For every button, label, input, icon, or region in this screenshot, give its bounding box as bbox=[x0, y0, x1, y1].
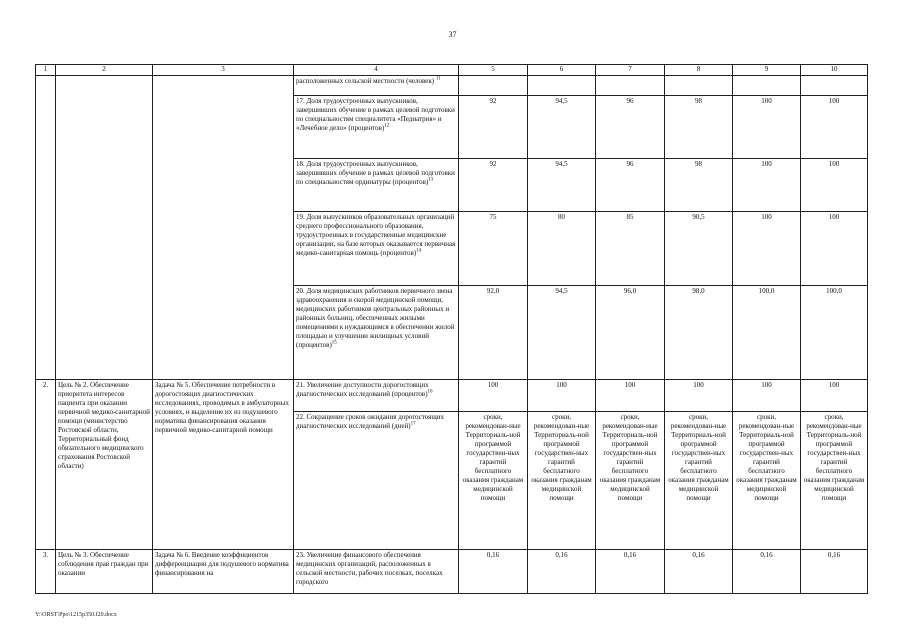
table-row bbox=[36, 380, 868, 412]
value-cell: 100 bbox=[596, 380, 665, 412]
empty-cell bbox=[36, 76, 56, 380]
value-cell: 92 bbox=[459, 96, 528, 159]
value-cell: 100,0 bbox=[801, 286, 868, 380]
value-cell: 0,16 bbox=[528, 550, 596, 594]
indicator-cell: 21. Увеличение доступности дорогостоящих диагностических исследований (процентов)$^{16}$ bbox=[294, 380, 459, 412]
value-cell: 92 bbox=[459, 159, 528, 212]
value-cell: 92,0 bbox=[459, 286, 528, 380]
value-cell: 100 bbox=[733, 212, 801, 286]
header-cell: 3 bbox=[153, 65, 294, 76]
value-cell: 100 bbox=[733, 96, 801, 159]
value-cell bbox=[459, 76, 528, 96]
page-number: 37 bbox=[448, 30, 457, 39]
value-cell: 94,5 bbox=[528, 159, 596, 212]
value-cell: сроки, рекомендован-ные Территориаль-ной программой государствен-ных гарантий бесплатного оказания гражданам медицинской помощи bbox=[665, 412, 733, 550]
value-cell: 100 bbox=[733, 380, 801, 412]
value-cell: сроки, рекомендован-ные Территориаль-ной программой государствен-ных гарантий бесплатного оказания гражданам медицинской помощи bbox=[733, 412, 801, 550]
value-cell: 90,5 bbox=[665, 212, 733, 286]
indicator-cell: 17. Доля трудоустроенных выпускников, завершивших обучение в рамках целевой подготовки по специальностям специалитета «Педиатрия» и «Лечебное дело» (процентов)$^{12}$ bbox=[294, 96, 459, 159]
value-cell bbox=[665, 76, 733, 96]
indicator-cell: 23. Увеличение финансового обеспечения медицинских организаций, расположенных в сельской местности, рабочих поселках, поселках городского bbox=[294, 550, 459, 594]
value-cell bbox=[596, 76, 665, 96]
header-cell: 6 bbox=[528, 65, 596, 76]
indicator-cell: расположенных сельской местности (человек) $^{11}$ bbox=[294, 76, 459, 96]
value-cell: 98,0 bbox=[665, 286, 733, 380]
header-cell: 1 bbox=[36, 65, 56, 76]
value-cell bbox=[733, 76, 801, 96]
table-row bbox=[36, 550, 868, 594]
value-cell: 98 bbox=[665, 159, 733, 212]
value-cell: 96,0 bbox=[596, 286, 665, 380]
table-row bbox=[36, 76, 868, 96]
goal-number: 2. bbox=[36, 380, 56, 550]
value-cell: 75 bbox=[459, 212, 528, 286]
value-cell: сроки, рекомендован-ные Территориаль-ной программой государствен-ных гарантий бесплатного оказания гражданам медицинской помощи bbox=[528, 412, 596, 550]
indicator-cell: 22. Сокращение сроков ожидания дорогостоящих диагностических исследований (дней)$^{17}$ bbox=[294, 412, 459, 550]
goal-number: 3. bbox=[36, 550, 56, 594]
value-cell: 100 bbox=[801, 96, 868, 159]
value-cell: 96 bbox=[596, 159, 665, 212]
value-cell: 80 bbox=[528, 212, 596, 286]
value-cell: 100 bbox=[733, 159, 801, 212]
value-cell: сроки, рекомендован-ные Территориаль-ной программой государствен-ных гарантий бесплатного оказания гражданам медицинской помощи bbox=[459, 412, 528, 550]
goal-cell: Цель № 3. Обеспечение соблюдения прав граждан при оказании bbox=[56, 550, 153, 594]
value-cell: 94,5 bbox=[528, 286, 596, 380]
value-cell: 0,16 bbox=[459, 550, 528, 594]
value-cell: 0,16 bbox=[665, 550, 733, 594]
value-cell bbox=[801, 76, 868, 96]
value-cell: 100 bbox=[801, 159, 868, 212]
value-cell: 85 bbox=[596, 212, 665, 286]
value-cell: 100 bbox=[801, 212, 868, 286]
header-cell: 8 bbox=[665, 65, 733, 76]
task-cell: Задача № 5. Обеспечение потребности в дорогостоящих диагностических исследованиях, проводимых в амбулаторных условиях, и выделение их из подушевого норматива финансирования оказания первичной медико-санитарной помощи bbox=[153, 380, 294, 550]
value-cell bbox=[528, 76, 596, 96]
value-cell: сроки, рекомендован-ные Территориаль-ной программой государствен-ных гарантий бесплатного оказания гражданам медицинской помощи bbox=[596, 412, 665, 550]
empty-cell bbox=[56, 76, 153, 380]
value-cell: 98 bbox=[665, 96, 733, 159]
indicator-cell: 19. Доля выпускников образовательных организаций среднего профессионального образования, трудоустроенных в государственные медицинские организации, на базе которых оказывается первичная медико-санитарная помощь (процентов)$^{14}$ bbox=[294, 212, 459, 286]
header-cell: 9 bbox=[733, 65, 801, 76]
value-cell: 100 bbox=[801, 380, 868, 412]
header-cell: 2 bbox=[56, 65, 153, 76]
value-cell: 0,16 bbox=[733, 550, 801, 594]
value-cell: 94,5 bbox=[528, 96, 596, 159]
value-cell: сроки, рекомендован-ные Территориаль-ной программой государствен-ных гарантий бесплатного оказания гражданам медицинской помощи bbox=[801, 412, 868, 550]
task-cell: Задача № 6. Введение коэффициентов дифференциации для подушевого норматива финансирования на bbox=[153, 550, 294, 594]
file-path-footer: Y:\ORST\Ppo\1215p350.f20.docx bbox=[35, 612, 117, 618]
value-cell: 100 bbox=[459, 380, 528, 412]
goal-cell: Цель № 2. Обеспечение приоритета интересов пациента при оказании первичной медико-санитарной помощи (министерство Ростовской области, Территориальный фонд обязательного медицинского страхования Ростовской области) bbox=[56, 380, 153, 550]
header-cell: 5 bbox=[459, 65, 528, 76]
value-cell: 100 bbox=[665, 380, 733, 412]
indicator-cell: 20. Доля медицинских работников первичного звена здравоохранения и скорой медицинской помощи, медицинских работников центральных районных и районных больниц, обеспеченных жилыми помещениями к нуждающимся в обеспечении жилой площадью и улучшении жилищных условий (процентов)$^{15}$ bbox=[294, 286, 459, 380]
header-cell: 7 bbox=[596, 65, 665, 76]
table-header-row bbox=[36, 65, 868, 76]
indicator-cell: 18. Доля трудоустроенных выпускников, завершивших обучение в рамках целевой подготовки по специальностям ординатуры (процентов)$^{13}$ bbox=[294, 159, 459, 212]
value-cell: 0,16 bbox=[596, 550, 665, 594]
empty-cell bbox=[153, 76, 294, 380]
header-cell: 4 bbox=[294, 65, 459, 76]
value-cell: 100 bbox=[528, 380, 596, 412]
indicator-table bbox=[35, 64, 868, 594]
value-cell: 100,0 bbox=[733, 286, 801, 380]
value-cell: 96 bbox=[596, 96, 665, 159]
header-cell: 10 bbox=[801, 65, 868, 76]
value-cell: 0,16 bbox=[801, 550, 868, 594]
